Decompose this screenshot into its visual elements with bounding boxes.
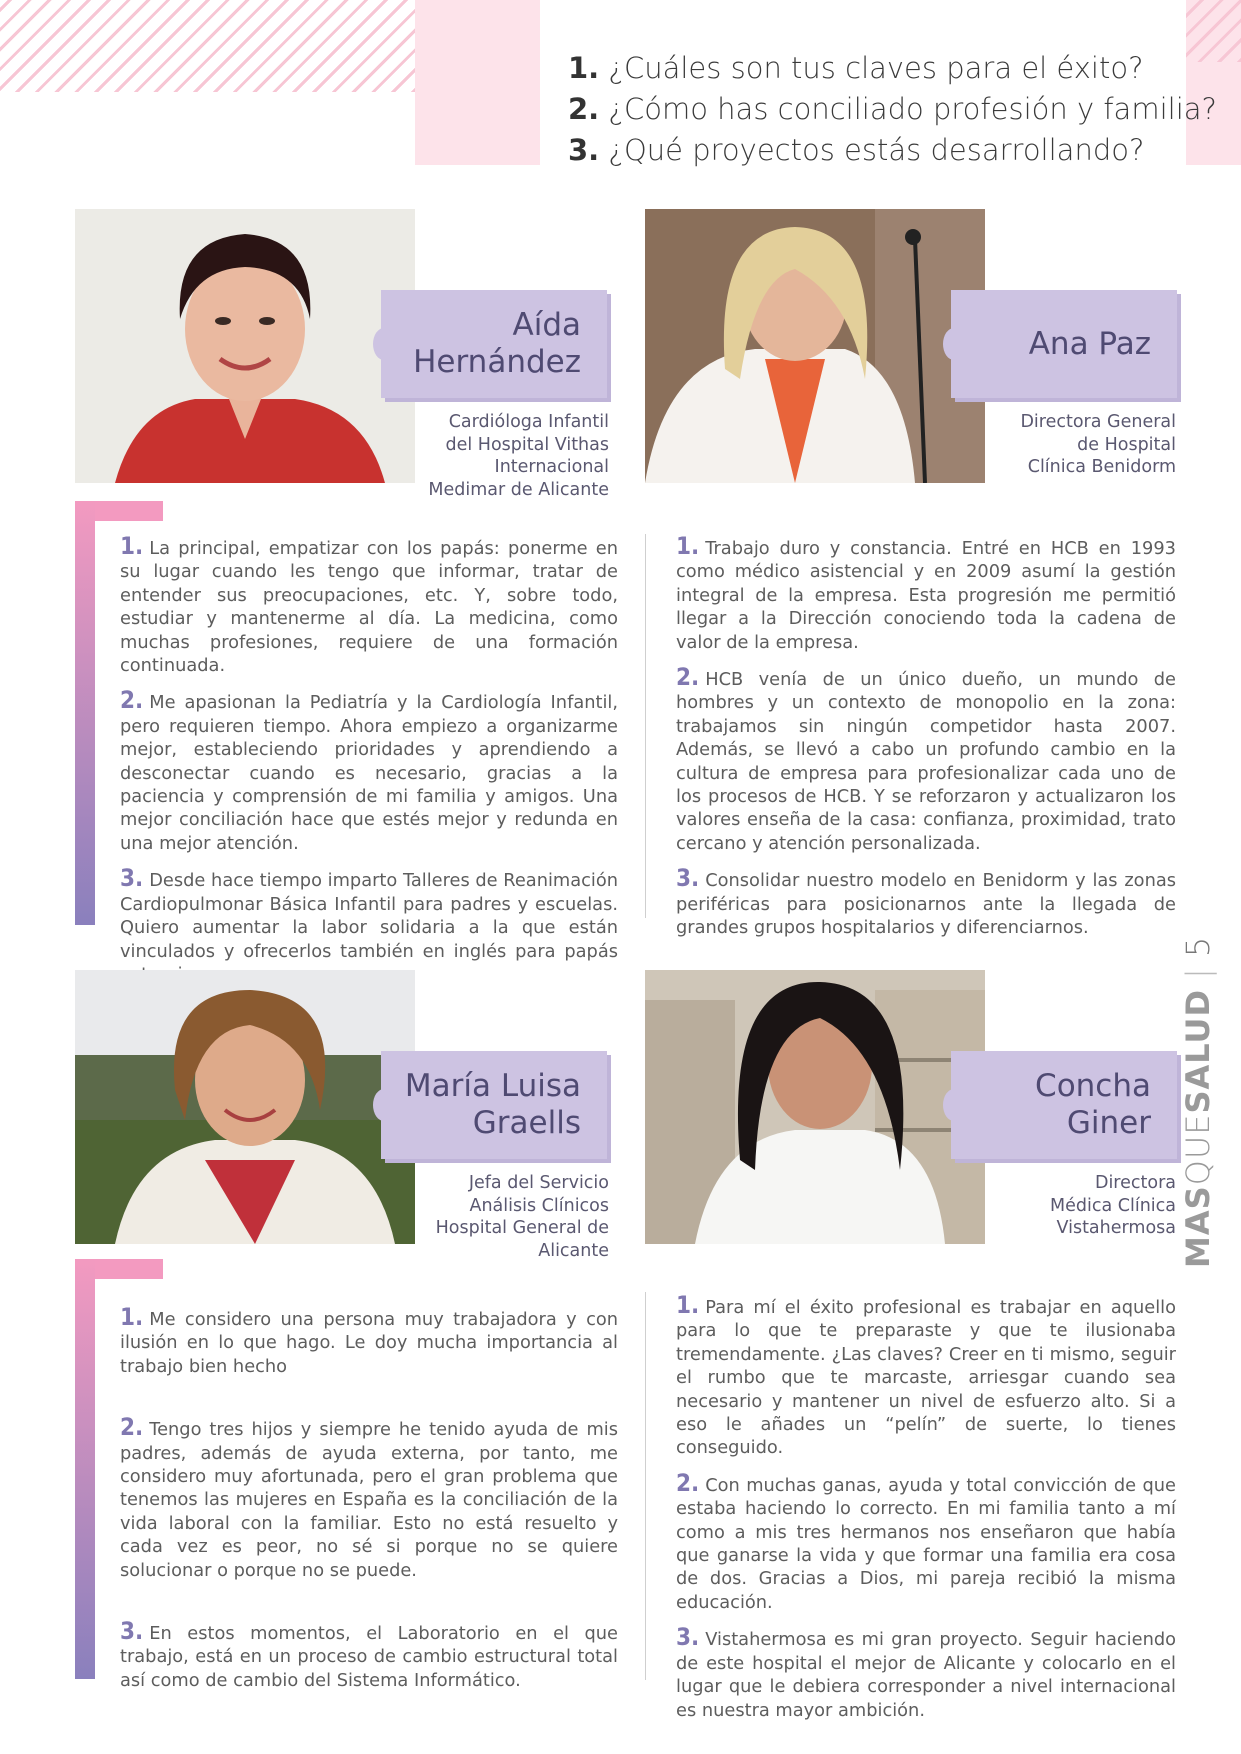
question-2: 2. ¿Cómo has conciliado profesión y familia? [568, 92, 1217, 126]
person-name: María Luisa Graells [404, 1068, 581, 1141]
hatch-pattern-left [0, 0, 415, 92]
answers-ana [676, 532, 1176, 952]
photo-maria-luisa-graells [75, 970, 415, 1244]
answer-1: 1. La principal, empatizar con los papás: ponerme en su lugar cuando les tengo que informar, tratar de entender sus preocupaciones, etc. Y, sobre todo, estudiar y mantenerme al día. La medicina, como muchas profesiones, requiere de una formación continuada. [120, 532, 618, 677]
name-card-concha [951, 1051, 1177, 1159]
person-name: Aída Hernández [413, 307, 581, 380]
brand-page-marker: MAS QUE SALUD | 5 [1179, 935, 1217, 1268]
answer-3: 3. Consolidar nuestro modelo en Benidorm y las zonas periféricas para posicionarnos ante la llegada de grandes grupos hospitalarios y diferenciarnos. [676, 864, 1176, 939]
column-divider [645, 534, 646, 918]
answer-3: 3. En estos momentos, el Laboratorio en el que trabajo, está en un proceso de cambio estructural total así como de cambio del Sistema Informático. [120, 1617, 618, 1691]
answer-2: 2. Tengo tres hijos y siempre he tenido ayuda de mis padres, además de ayuda externa, por tanto, me considero muy afortunada, pero el gran problema que tenemos las mujeres en España es la conciliación de la vida laboral con la familiar. Esto no está resuelto y cada vez es peor, no sé si porque no se quiere solucionar o porque no se puede. [120, 1413, 618, 1581]
name-card-notch [943, 1089, 965, 1121]
answers-concha [676, 1291, 1176, 1734]
name-card-aida [381, 290, 607, 398]
answer-1: 1. Para mí el éxito profesional es trabajar en aquello para lo que te preparaste y que te ilusionaba tremendamente. ¿Las claves? Creer en ti mismo, seguir el rumbo que te marcaste, arriesgar cuando sea necesario y mantener un nivel de esfuerzo alto. Si a eso le añades un “pelín” de suerte, lo tienes conseguido. [676, 1291, 1176, 1459]
photo-ana-paz [645, 209, 985, 483]
question-3: 3. ¿Qué proyectos estás desarrollando? [568, 133, 1145, 167]
role-aida: Cardióloga Infantil del Hospital Vithas Internacional Medimar de Alicante [428, 412, 609, 500]
accent-bar [75, 501, 95, 925]
brand-que: QUE [1179, 1113, 1217, 1186]
brand-mas: MAS [1179, 1185, 1217, 1268]
role-ana: Directora General de Hospital Clínica Benidorm [1020, 412, 1176, 477]
person-name: Concha Giner [1035, 1068, 1151, 1141]
brand-salud: SALUD [1179, 988, 1217, 1114]
role-concha: Directora Médica Clínica Vistahermosa [1050, 1173, 1176, 1238]
answer-2: 2. Con muchas ganas, ayuda y total convicción de que estaba haciendo lo correcto. En mi familia tanto a mí como a mis tres hermanos nos enseñaron que había que ganarse la vida y que formar una familia era cosa de dos. Gracias a Dios, mi pareja recibió la misma educación. [676, 1468, 1176, 1613]
accent-bar [75, 1259, 95, 1679]
photo-concha-giner [645, 970, 985, 1244]
name-card-ana [951, 290, 1177, 398]
column-divider [645, 1292, 646, 1680]
pink-block-top [415, 0, 540, 165]
answer-3: 3. Vistahermosa es mi gran proyecto. Seguir haciendo de este hospital el mejor de Alicante y colocarlo en el lugar que le debiera corresponder a nivel internacional es nuestra mayor ambición. [676, 1623, 1176, 1721]
answer-3: 3. Desde hace tiempo imparto Talleres de Reanimación Cardiopulmonar Básica Infantil para padres y escuelas. Quiero aumentar la labor solidaria a la que están vinculados y ofrecerlos también en inglés para papás [120, 864, 618, 962]
answers-maria-luisa [120, 1303, 618, 1704]
answer-1: 1. Me considero una persona muy trabajadora y con ilusión en lo que hago. Le doy mucha importancia al trabajo bien hecho [120, 1303, 618, 1377]
question-1: 1. ¿Cuáles son tus claves para el éxito? [568, 51, 1144, 85]
name-card-maria-luisa [381, 1051, 607, 1159]
name-card-notch [373, 1089, 395, 1121]
photo-aida-hernandez [75, 209, 415, 483]
answer-1: 1. Trabajo duro y constancia. Entré en HCB en 1993 como médico asistencial y en 2009 asumí la gestión integral de la empresa. Esta progresión me permitió llegar a la Dirección conociendo toda la cadena de valor de la empresa. [676, 532, 1176, 653]
page-number: 5 [1179, 935, 1217, 958]
answer-2: 2. Me apasionan la Pediatría y la Cardiología Infantil, pero requieren tiempo. Ahora empiezo a organizarme mejor, estableciendo prioridades y aprendiendo a desconectar cuando es necesario, gracias a la paciencia y comprensión de mi familia y amigos. Una mejor conciliación hace que estés mejor y redunda en una mejor atención. [120, 686, 618, 854]
name-card-notch [373, 328, 395, 360]
questions-list [568, 48, 1217, 171]
answers-aida [120, 532, 618, 998]
person-name: Ana Paz [1028, 325, 1151, 362]
name-card-notch [943, 328, 965, 360]
role-maria-luisa: Jefa del Servicio Análisis Clínicos Hospital General de Alicante [435, 1173, 609, 1261]
answer-2: 2. HCB venía de un único dueño, un mundo de hombres y un contexto de monopolio en la zona: trabajamos sin ningún competidor hasta 2007. Además, se llevó a cabo un profundo cambio en la cultura de empresa para profesionalizar cada uno de los procesos de HCB. Y se reforzaron y actualizaron los valores enseña de la casa: confianza, proximidad, trato cercano y atención personalizada. [676, 663, 1176, 854]
